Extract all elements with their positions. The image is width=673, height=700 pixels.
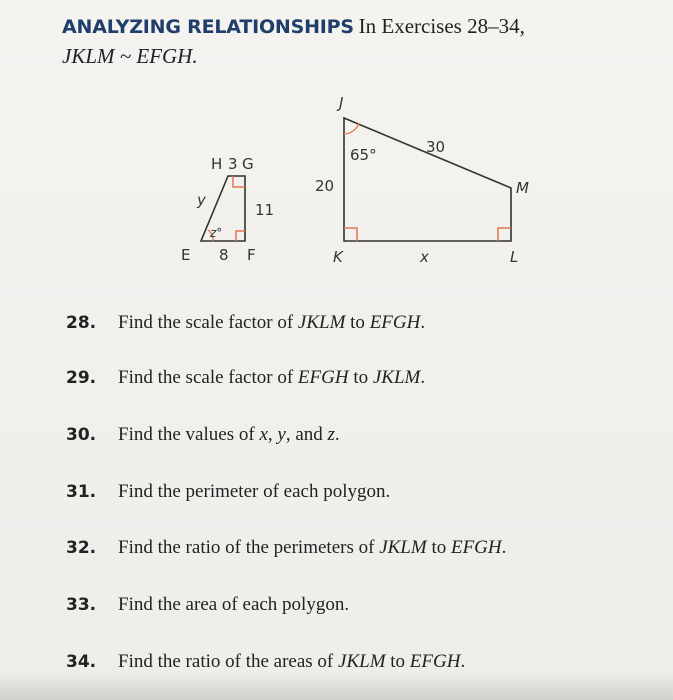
- exercise-34: [66, 651, 465, 673]
- exercise-number: 28.: [66, 313, 97, 333]
- exercise-number: 34.: [66, 652, 97, 672]
- exercise-range: In Exercises 28–34,: [358, 14, 525, 38]
- label-side-eh: y: [197, 191, 206, 209]
- section-heading: ANALYZING RELATIONSHIPS: [62, 16, 354, 38]
- exercise-number: 29.: [66, 368, 97, 388]
- right-angle-mark-k: [344, 228, 357, 241]
- label-vertex-e: E: [181, 246, 191, 264]
- exercise-number: 32.: [66, 538, 97, 558]
- label-angle-j: 65°: [350, 146, 377, 164]
- label-side-jm: 30: [426, 138, 446, 156]
- label-vertex-g: G: [242, 155, 254, 173]
- exercise-32: [66, 537, 506, 559]
- label-vertex-l: L: [510, 248, 519, 266]
- quadrilateral-efgh: [181, 155, 274, 264]
- exercise-text: Find the perimeter of each polygon.: [118, 481, 391, 502]
- exercise-31: [66, 481, 390, 503]
- label-side-kl: x: [420, 248, 429, 266]
- exercise-text: Find the area of each polygon.: [118, 594, 350, 615]
- label-vertex-h: H: [211, 155, 223, 173]
- right-angle-mark-l: [498, 228, 511, 241]
- jklm-outline: [344, 118, 511, 241]
- exercise-number: 30.: [66, 425, 97, 445]
- label-vertex-j: J: [339, 94, 344, 112]
- exercise-text: Find the ratio of the perimeters of JKLM to EFGH.: [118, 537, 507, 558]
- exercise-28: [66, 312, 425, 334]
- right-angle-mark-g: [233, 176, 245, 187]
- right-angle-mark-f: [236, 231, 245, 241]
- quadrilateral-jklm: [315, 94, 529, 266]
- angle-mark-j: [344, 123, 359, 134]
- label-side-gf: 11: [255, 201, 275, 219]
- label-side-hg: 3: [228, 155, 238, 173]
- label-side-ef: 8: [219, 246, 229, 264]
- exercise-number: 33.: [66, 595, 97, 615]
- label-vertex-m: M: [516, 179, 529, 197]
- exercise-text: Find the scale factor of JKLM to EFGH.: [118, 312, 426, 333]
- exercise-33: [66, 594, 349, 616]
- label-angle-e: z°: [210, 226, 223, 240]
- exercise-29: [66, 367, 425, 389]
- label-side-jk: 20: [315, 177, 335, 195]
- exercise-text: Find the scale factor of EFGH to JKLM.: [118, 367, 426, 388]
- exercise-text: Find the ratio of the areas of JKLM to EFGH.: [118, 651, 466, 672]
- label-vertex-k: K: [333, 248, 343, 266]
- similarity-statement: JKLM ~ EFGH.: [62, 44, 198, 68]
- exercise-text: Find the values of x, y, and z.: [118, 424, 340, 445]
- exercise-30: [66, 424, 340, 446]
- exercise-number: 31.: [66, 482, 97, 502]
- label-vertex-f: F: [247, 246, 256, 264]
- figures: [0, 0, 673, 300]
